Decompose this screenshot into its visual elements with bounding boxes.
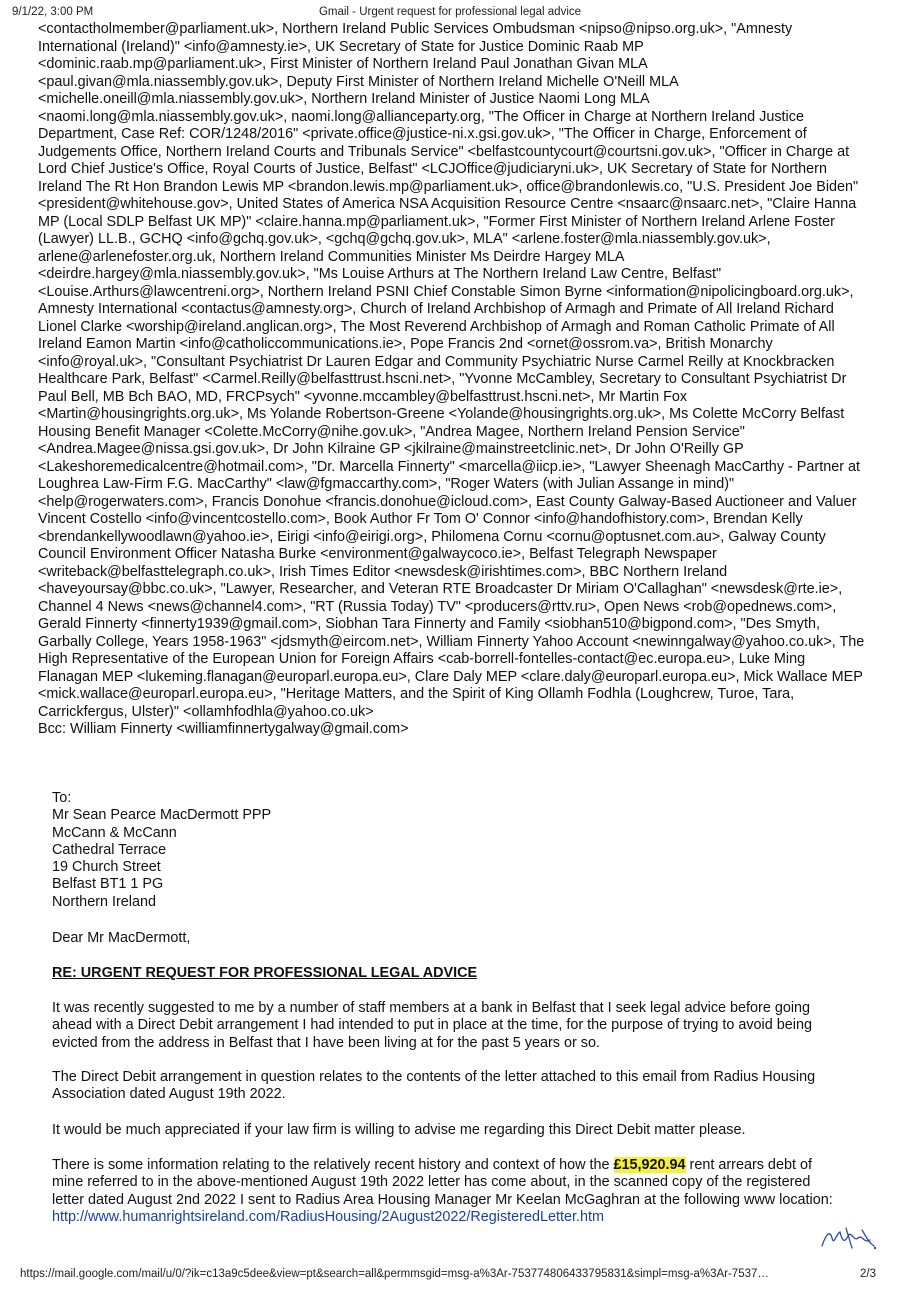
print-datetime: 9/1/22, 3:00 PM xyxy=(12,6,94,18)
address-line: Northern Ireland xyxy=(52,893,156,910)
recipients-list xyxy=(38,21,868,739)
body-paragraph: The Direct Debit arrangement in question relates to the contents of the letter attached to this email from Radius Housing Association dated August 19th 2022. xyxy=(52,1069,816,1103)
salutation: Dear Mr MacDermott, xyxy=(52,930,191,946)
bcc-line: Bcc: William Finnerty <williamfinnertygalway@gmail.com> xyxy=(38,721,409,737)
address-line: Mr Sean Pearce MacDermott PPP xyxy=(52,807,272,824)
body-paragraph xyxy=(52,1157,842,1226)
recipients-text: <contactholmember@parliament.uk>, Northern Ireland Public Services Ombudsman <nipso@nipso.org.uk>, "Amnesty International (Ireland)" <info@amnesty.ie>, UK Secretary of State for Justice Dominic Raab MP <dominic.raab.mp@parliament.uk>, First Minister of Northern Ireland Paul Jonathan Givan MLA <paul.givan@mla.niassembly.gov.uk>, Deputy First Minister of Northern Ireland Michelle O'Neill MLA <michelle.oneill@mla.niassembly.gov.uk>, Northern Ireland Minister of Justice Naomi Long MLA <naomi.long@mla.niassembly.gov.uk>, naomi.long@allianceparty.org, "The Officer in Charge at Northern Ireland Justice Department, Case Ref: COR/1248/2016" <private.office@justice-ni.x.gsi.gov.uk>, "The Officer in Charge, Enforcement of Judgements Office, Northern Ireland Courts and Tribunals Service" <belfastcountycourt@courtsni.gov.uk>, "Officer in Charge at Lord Chief Justice's Office, Royal Courts of Justice, Belfast" <LCJOffice@judiciaryni.uk>, UK Secretary of State for Northern Ireland The Rt Hon Brandon Lewis MP <brandon.lewis.mp@parliament.uk>, office@brandonlewis.co, "U.S. President Joe Biden" <president@whitehouse.gov>, United States of America NSA Acquisition Resource Centre <nsaarc@nsaarc.net>, "Claire Hanna MP (Local SDLP Belfast UK MP)" <claire.hanna.mp@parliament.uk>, "Former First Minister of Northern Ireland Arlene Foster (Lawyer) LL.B., GCHQ <info@gchq.gov.uk>, <gchq@gchq.gov.uk>, MLA" <arlene.foster@mla.niassembly.gov.uk>, arlene@arlenefoster.org.uk, Northern Ireland Communities Minister Ms Deirdre Hargey MLA <deirdre.hargey@mla.niassembly.gov.uk>, "Ms Louise Arthurs at The Northern Ireland Law Centre, Belfast" <Louise.Arthurs@lawcentreni.org>, Northern Ireland PSNI Chief Constable Simon Byrne <information@nipolicingboard.org.uk>, Amnesty International <contactus@amnesty.org>, Church of Ireland Archbishop of Armagh and Primate of All Ireland Richard Lionel Clarke <worship@ireland.anglican.org>, The Most Reverend Archbishop of Armagh and Roman Catholic Primate of All Ireland Eamon Martin <info@catholiccommunications.ie>, Pope Francis 2nd <ornet@ossrom.va>, British Monarchy <info@royal.uk>, "Consultant Psychiatrist Dr Lauren Edgar and Community Psychiatric Nurse Carmel Reilly at Knockbracken Healthcare Park, Belfast" <Carmel.Reilly@belfasttrust.hscni.net>, "Yvonne McCambley, Secretary to Consultant Psychiatrist Dr Paul Bell, MB Bch BAO, MD, FRCPsych" <yvonne.mccambley@belfasttrust.hscni.net>, Mr Martin Fox <Martin@housingrights.org.uk>, Ms Yolande Robertson-Greene <Yolande@housingrights.org.uk>, Ms Colette McCorry Belfast Housing Benefit Manager <Colette.McCorry@nihe.gov.uk>, "Andrea Magee, Northern Ireland Pension Service" <Andrea.Magee@nissa.gsi.gov.uk>, Dr John Kilraine GP <jkilraine@mainstreetclinic.net>, Dr John O'Reilly GP <Lakeshoremedicalcentre@hotmail.com>, "Dr. Marcella Finnerty" <marcella@iicp.ie>, "Lawyer Sheenagh MacCarthy - Partner at Loughrea Law-Firm F.G. MacCarthy" <law@fgmaccarthy.com>, "Roger Waters (with Julian Assange in mind)" <help@rogerwaters.com>, Francis Donohue <francis.donohue@icloud.com>, East County Galway-Based Auctioneer and Valuer Vincent Costello <info@vincentcostello.com>, Book Author Fr Tom O' Connor <info@handofhistory.com>, Brendan Kelly <brendankellywoodlawn@yahoo.ie>, Eirigi <info@eirigi.org>, Philomena Cornu <cornu@optusnet.com.au>, Galway County Council Environment Officer Natasha Burke <environment@galwaycoco.ie>, Belfast Telegraph Newspaper <writeback@belfasttelegraph.co.uk>, Irish Times Editor <newsdesk@irishtimes.com>, BBC Northern Ireland <haveyoursay@bbc.co.uk>, "Lawyer, Researcher, and Veteran RTE Broadcaster Dr Miriam O'Callaghan" <newsdesk@rte.ie>, Channel 4 News <news@channel4.com>, "RT (Russia Today) TV" <producers@rttv.ru>, Open News <rob@opednews.com>, Gerald Finnerty <finnerty1939@gmail.com>, Siobhan Tara Finnerty and Family <siobhan510@bigpond.com>, "Des Smyth, Garbally College, Years 1958-1963" <jdsmyth@eircom.net>, William Finnerty Yahoo Account <newinngalway@yahoo.co.uk>, The High Representative of the European Union for Foreign Affairs <cab-borrell-fontelles-contact@ec.europa.eu>, Luke Ming Flanagan MEP <lukeming.flanagan@europarl.europa.eu>, Clare Daly MEP <clare.daly@europarl.europa.eu>, Mick Wallace MEP <mick.wallace@europarl.europa.eu>, "Heritage Matters, and the Spirit of King Ollamh Fodhla (Loughcrew, Turoe, Tara, Carrickfergus, Ulster)" <ollamhfodhla@yahoo.co.uk> xyxy=(38,21,865,720)
body-paragraph: It was recently suggested to me by a number of staff members at a bank in Belfast that I seek legal advice before going ahead with a Direct Debit arrangement I had intended to put in place at the time, for the purpose of trying to avoid being evicted from the address in Belfast that I have been living at for the past 5 years or so. xyxy=(52,1000,812,1051)
address-line: Cathedral Terrace xyxy=(52,841,167,858)
footer-url: https://mail.google.com/mail/u/0/?ik=c13a9c5dee&view=pt&search=all&permmsgid=msg-a%3Ar-753774806433795831&simpl=msg-a%3Ar-7537… xyxy=(20,1268,769,1280)
page-number: 2/3 xyxy=(860,1268,876,1280)
address-line: Belfast BT1 1 PG xyxy=(52,876,164,893)
print-header xyxy=(12,6,888,22)
address-line: McCann & McCann xyxy=(52,824,177,841)
signature-icon xyxy=(818,1224,880,1254)
subject-line: RE: URGENT REQUEST FOR PROFESSIONAL LEGAL ADVICE xyxy=(52,965,478,981)
to-label: To: xyxy=(52,790,72,806)
paragraph-text: There is some information relating to the relatively recent history and context of how the xyxy=(52,1157,614,1173)
highlighted-amount: £15,920.94 xyxy=(613,1157,686,1173)
registered-letter-link[interactable]: http://www.humanrightsireland.com/RadiusHousing/2August2022/RegisteredLetter.htm xyxy=(52,1208,604,1225)
paragraph-text: rent arrears debt of mine referred to in the above-mentioned August 19th 2022 letter has come about, in the scanned copy of the registered letter dated August 2nd 2022 I sent to Radius Area Housing Manager Mr Keelan McGaghran at the following www location: xyxy=(52,1157,833,1208)
print-footer xyxy=(12,1268,888,1284)
print-title: Gmail - Urgent request for professional legal advice xyxy=(318,6,582,18)
to-address-block xyxy=(52,790,852,911)
address-line: 19 Church Street xyxy=(52,859,161,876)
body-paragraph: It would be much appreciated if your law firm is willing to advise me regarding this Direct Debit matter please. xyxy=(52,1122,746,1138)
